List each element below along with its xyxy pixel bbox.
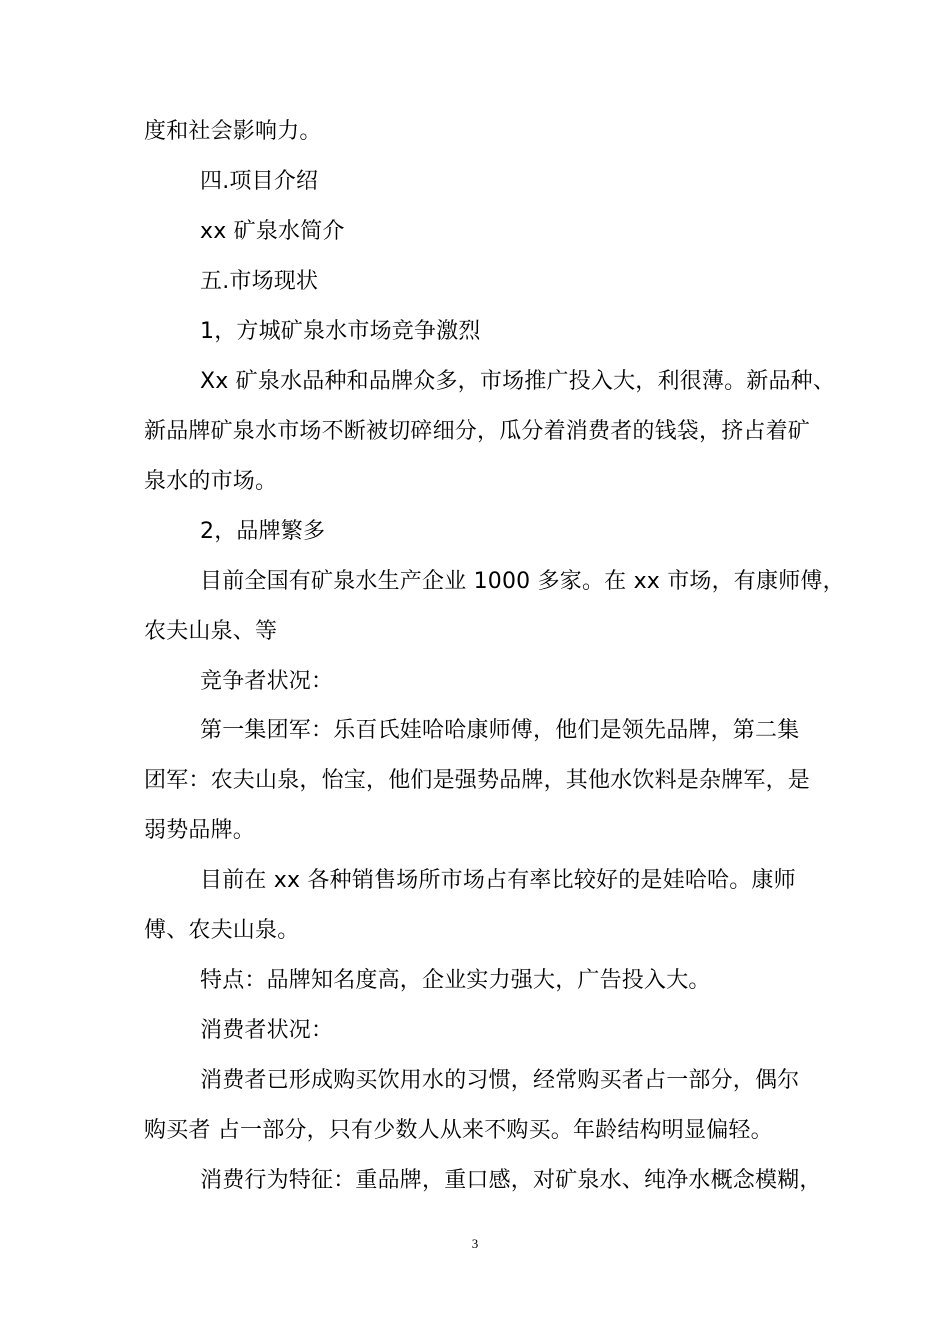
subsection-heading: 1，方城矿泉水市场竞争激烈 — [200, 319, 481, 344]
paragraph-line: 第一集团军：乐百氏娃哈哈康师傅，他们是领先品牌，第二集 — [200, 718, 800, 743]
paragraph-line: 傅、农夫山泉。 — [144, 918, 300, 943]
paragraph-line: 度和社会影响力。 — [144, 119, 322, 144]
section-heading: 五.市场现状 — [200, 269, 319, 294]
paragraph-line: 目前在 xx 各种销售场所市场占有率比较好的是娃哈哈。康师 — [200, 868, 796, 893]
paragraph-label: 竞争者状况： — [200, 669, 334, 694]
paragraph-line: 消费行为特征：重品牌，重口感，对矿泉水、纯净水概念模糊， — [200, 1168, 822, 1193]
paragraph-line: 农夫山泉、等 — [144, 619, 278, 644]
paragraph-line: 团军：农夫山泉，怡宝，他们是强势品牌，其他水饮料是杂牌军，是 — [144, 768, 811, 793]
paragraph-line: 目前全国有矿泉水生产企业 1000 多家。在 xx 市场，有康师傅， — [200, 569, 845, 594]
section-heading: 四.项目介绍 — [200, 169, 319, 194]
paragraph-line: 弱势品牌。 — [144, 818, 256, 843]
page-number: 3 — [471, 1236, 479, 1251]
paragraph-line: Xx 矿泉水品种和品牌众多，市场推广投入大，利很薄。新品种、 — [200, 369, 836, 394]
paragraph-line: 消费者已形成购买饮用水的习惯，经常购买者占一部分，偶尔 — [200, 1068, 800, 1093]
paragraph-label: 消费者状况： — [200, 1018, 334, 1043]
paragraph-line: 泉水的市场。 — [144, 469, 278, 494]
subsection-heading: 2，品牌繁多 — [200, 519, 326, 544]
paragraph-line: 购买者 占一部分，只有少数人从来不购买。年龄结构明显偏轻。 — [144, 1118, 773, 1143]
paragraph-line: 特点：品牌知名度高，企业实力强大，广告投入大。 — [200, 968, 711, 993]
subsection-heading: xx 矿泉水简介 — [200, 219, 345, 244]
paragraph-line: 新品牌矿泉水市场不断被切碎细分，瓜分着消费者的钱袋，挤占着矿 — [144, 419, 811, 444]
